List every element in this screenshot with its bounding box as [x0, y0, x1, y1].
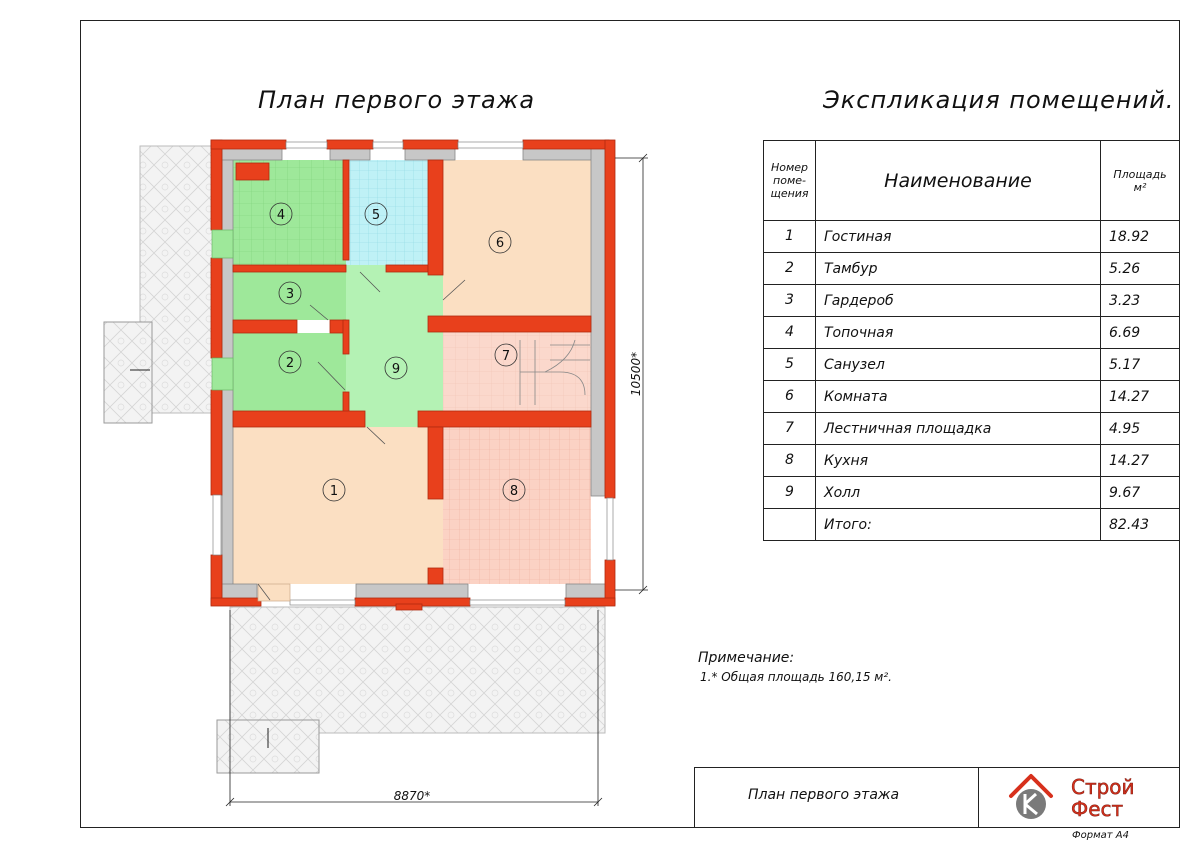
room-number-8: 8 [509, 484, 519, 499]
sheet-format: Формат А4 [1072, 830, 1129, 841]
table-row: 7 Лестничная площадка 4.95 [764, 413, 1180, 445]
entry-step-left [104, 322, 152, 423]
table-header-row [764, 141, 1180, 221]
header-name: Наименование [816, 141, 1101, 221]
table-row: 4 Топочная 6.69 [764, 317, 1180, 349]
room-number-7: 7 [501, 349, 511, 364]
door-left-4 [212, 230, 233, 258]
table-total-row: Итого: 82.43 [764, 509, 1180, 541]
dim-height: 10500* [629, 351, 643, 397]
table-row: 3 Гардероб 3.23 [764, 285, 1180, 317]
room-6-fill [443, 160, 591, 316]
logo-line2: Фест [1071, 797, 1124, 821]
table-row: 2 Тамбур 5.26 [764, 253, 1180, 285]
explication-table [763, 140, 1180, 541]
door-bottom-1 [258, 584, 290, 601]
plan-title: План первого этажа [258, 86, 536, 114]
table-row: 8 Кухня 14.27 [764, 445, 1180, 477]
room-1-fill [233, 427, 443, 584]
room-number-9: 9 [391, 362, 401, 377]
logo-house-icon [1011, 776, 1051, 819]
door-left-2 [212, 358, 233, 390]
dim-width: 8870* [393, 789, 431, 803]
room-number-5: 5 [371, 208, 381, 223]
title-block-sheet-title: План первого этажа [748, 787, 900, 803]
explication-title: Экспликация помещений. [823, 86, 1175, 114]
room-7-fill [443, 332, 591, 412]
room-number-6: 6 [495, 236, 505, 251]
room-number-2: 2 [285, 356, 295, 371]
room-number-4: 4 [276, 208, 286, 223]
room-number-3: 3 [285, 287, 295, 302]
note-heading: Примечание: [698, 650, 795, 666]
room-8-fill [443, 427, 591, 584]
header-number: Номер поме- щения [764, 141, 816, 221]
logo-line1: Строй [1071, 775, 1135, 799]
header-area: Площадь м² [1101, 141, 1180, 221]
title-block-divider [978, 767, 979, 828]
room-number-1: 1 [329, 484, 339, 499]
note-text: 1.* Общая площадь 160,15 м². [700, 670, 892, 684]
table-row: 5 Санузел 5.17 [764, 349, 1180, 381]
terrace-bottom [230, 607, 605, 733]
table-row: 1 Гостиная 18.92 [764, 221, 1180, 253]
room-9-fill [346, 265, 443, 427]
table-row: 9 Холл 9.67 [764, 477, 1180, 509]
table-row: 6 Комната 14.27 [764, 381, 1180, 413]
room-2-fill [233, 333, 346, 411]
logo [1005, 770, 1165, 826]
